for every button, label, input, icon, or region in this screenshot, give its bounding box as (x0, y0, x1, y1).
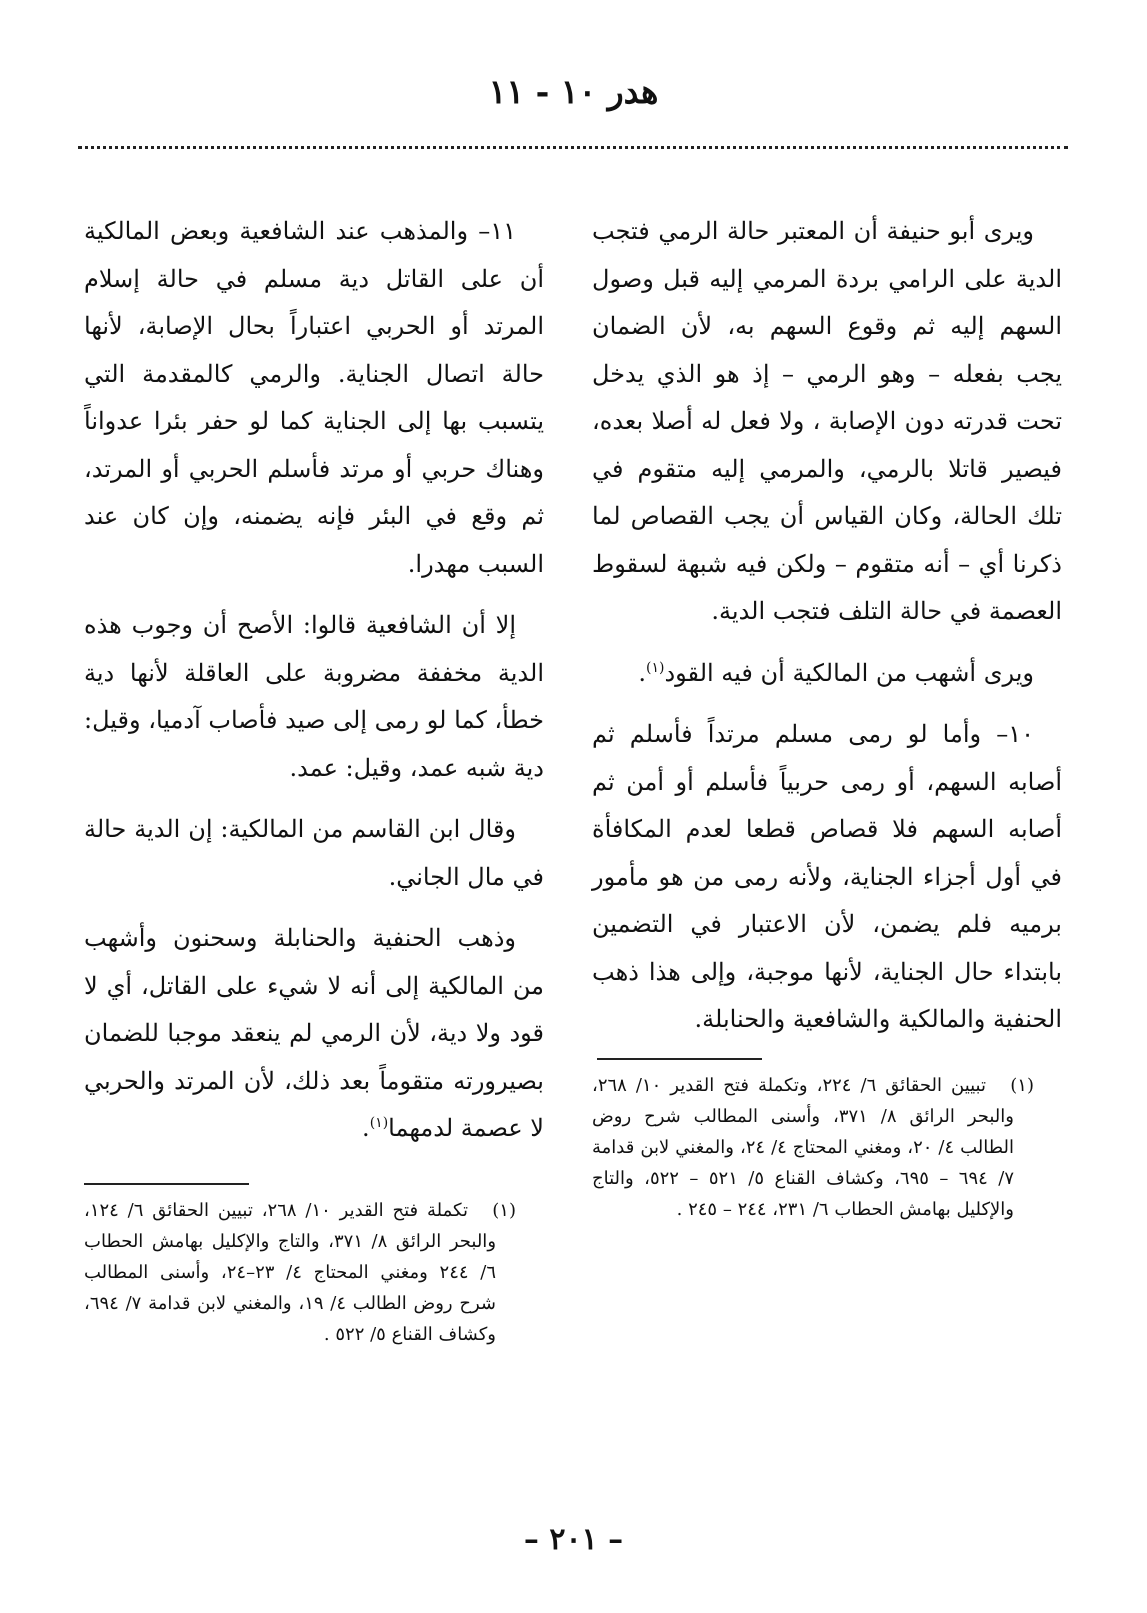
right-column (592, 208, 1062, 1239)
footnote-left (84, 1195, 544, 1350)
paragraph-hanafi-hanbali (84, 915, 544, 1153)
footnote-marker: (١) (646, 659, 665, 676)
footnote-number: (١) (1010, 1074, 1034, 1096)
ashhab-text: ويرى أشهب من المالكية أن فيه القود (664, 658, 1034, 687)
paragraph-ibn-qasim: وقال ابن القاسم من المالكية: إن الدية حالة في مال الجاني. (84, 815, 544, 891)
footnote-marker: (١) (369, 1115, 389, 1131)
page-number: – ٢٠١ – (523, 1522, 624, 1557)
footnote-text: تكملة فتح القدير ١٠/ ٢٦٨، تبيين الحقائق ٦/ ١٢٤، والبحر الرائق ٨/ ٣٧١، والتاج والإكليل بهامش الحطاب ٦/ ٢٤٤ ومغني المحتاج ٤/ ٢٣–٢٤، وأسنى المطالب شرح روض الطالب ٤/ ١٩، والمغني لابن قدامة ٧/ ٦٩٤، وكشاف القناع ٥/ ٥٢٢ . (84, 1199, 497, 1345)
hanafi-hanbali-text: وذهب الحنفية والحنابلة وسحنون وأشهب من المالكية إلى أنه لا شيء على القاتل، أي لا قود ولا دية، لأن الرمي لم ينعقد موجبا للضمان بصيرورته متقوماً بعد ذلك، لأن المرتد والحربي لا عصمة لدمهما (84, 924, 544, 1142)
footnote-right (592, 1070, 1062, 1225)
footnote-number: (١) (492, 1199, 516, 1221)
running-title: هدر ١٠ - ١١ (488, 72, 659, 111)
paragraph-section-11: ١١– والمذهب عند الشافعية وبعض المالكية أن على القاتل دية مسلم في حالة إسلام المرتد أو الحربي اعتباراً بحال الإصابة، لأنها حالة اتصال الجناية. والرمي كالمقدمة التي يتسبب بها إلى الجناية كما لو حفر بئرا عدواناً وهناك حربي أو مرتد فأسلم الحربي أو المرتد، ثم وقع في البئر فإنه يضمنه، وإن كان عند السبب مهدرا. (84, 217, 544, 578)
footnote-text: تبيين الحقائق ٦/ ٢٢٤، وتكملة فتح القدير ١٠/ ٢٦٨، والبحر الرائق ٨/ ٣٧١، وأسنى المطالب شرح روض الطالب ٤/ ٢٠، ومغني المحتاج ٤/ ٢٤، والمغني لابن قدامة ٧/ ٦٩٤ – ٦٩٥، وكشاف القناع ٥/ ٥٢١ – ٥٢٢، والتاج والإكليل بهامش الحطاب ٦/ ٢٣١، ٢٤٤ – ٢٤٥ . (592, 1074, 1014, 1220)
footnote-divider (597, 1058, 762, 1060)
left-column (84, 208, 544, 1364)
hanafi-hanbali-end: . (362, 1114, 370, 1142)
ashhab-end: . (638, 658, 646, 687)
paragraph-shafii: إلا أن الشافعية قالوا: الأصح أن وجوب هذه الدية مخففة مضروبة على العاقلة لأنها دية خطأ، كما لو رمى إلى صيد فأصاب آدميا، وقيل: دية شبه عمد، وقيل: عمد. (84, 611, 544, 782)
dotted-divider (78, 146, 1068, 149)
footnote-divider (84, 1183, 249, 1185)
paragraph-section-10: ١٠– وأما لو رمى مسلم مرتداً فأسلم ثم أصابه السهم، أو رمى حربياً فأسلم أو أمن ثم أصابه السهم فلا قصاص قطعا لعدم المكافأة في أول أجزاء الجناية، ولأنه رمى من هو مأمور برميه فلم يضمن، لأن الاعتبار في التضمين بابتداء حال الجناية، لأنها موجبة، وإلى هذا ذهب الحنفية والمالكية والشافعية والحنابلة. (592, 720, 1062, 1033)
paragraph-abu-hanifa: ويرى أبو حنيفة أن المعتبر حالة الرمي فتجب الدية على الرامي بردة المرمي إليه قبل وصول السهم إليه ثم وقوع السهم به، لأن الضمان يجب بفعله – وهو الرمي – إذ هو الذي يدخل تحت قدرته دون الإصابة ، ولا فعل له أصلا بعده، فيصير قاتلا بالرمي، والمرمي إليه متقوم في تلك الحالة، وكان القياس أن يجب القصاص لما ذكرنا أي – أنه متقوم – ولكن فيه شبهة لسقوط العصمة في حالة التلف فتجب الدية. (592, 217, 1062, 625)
paragraph-ashhab (592, 650, 1062, 698)
